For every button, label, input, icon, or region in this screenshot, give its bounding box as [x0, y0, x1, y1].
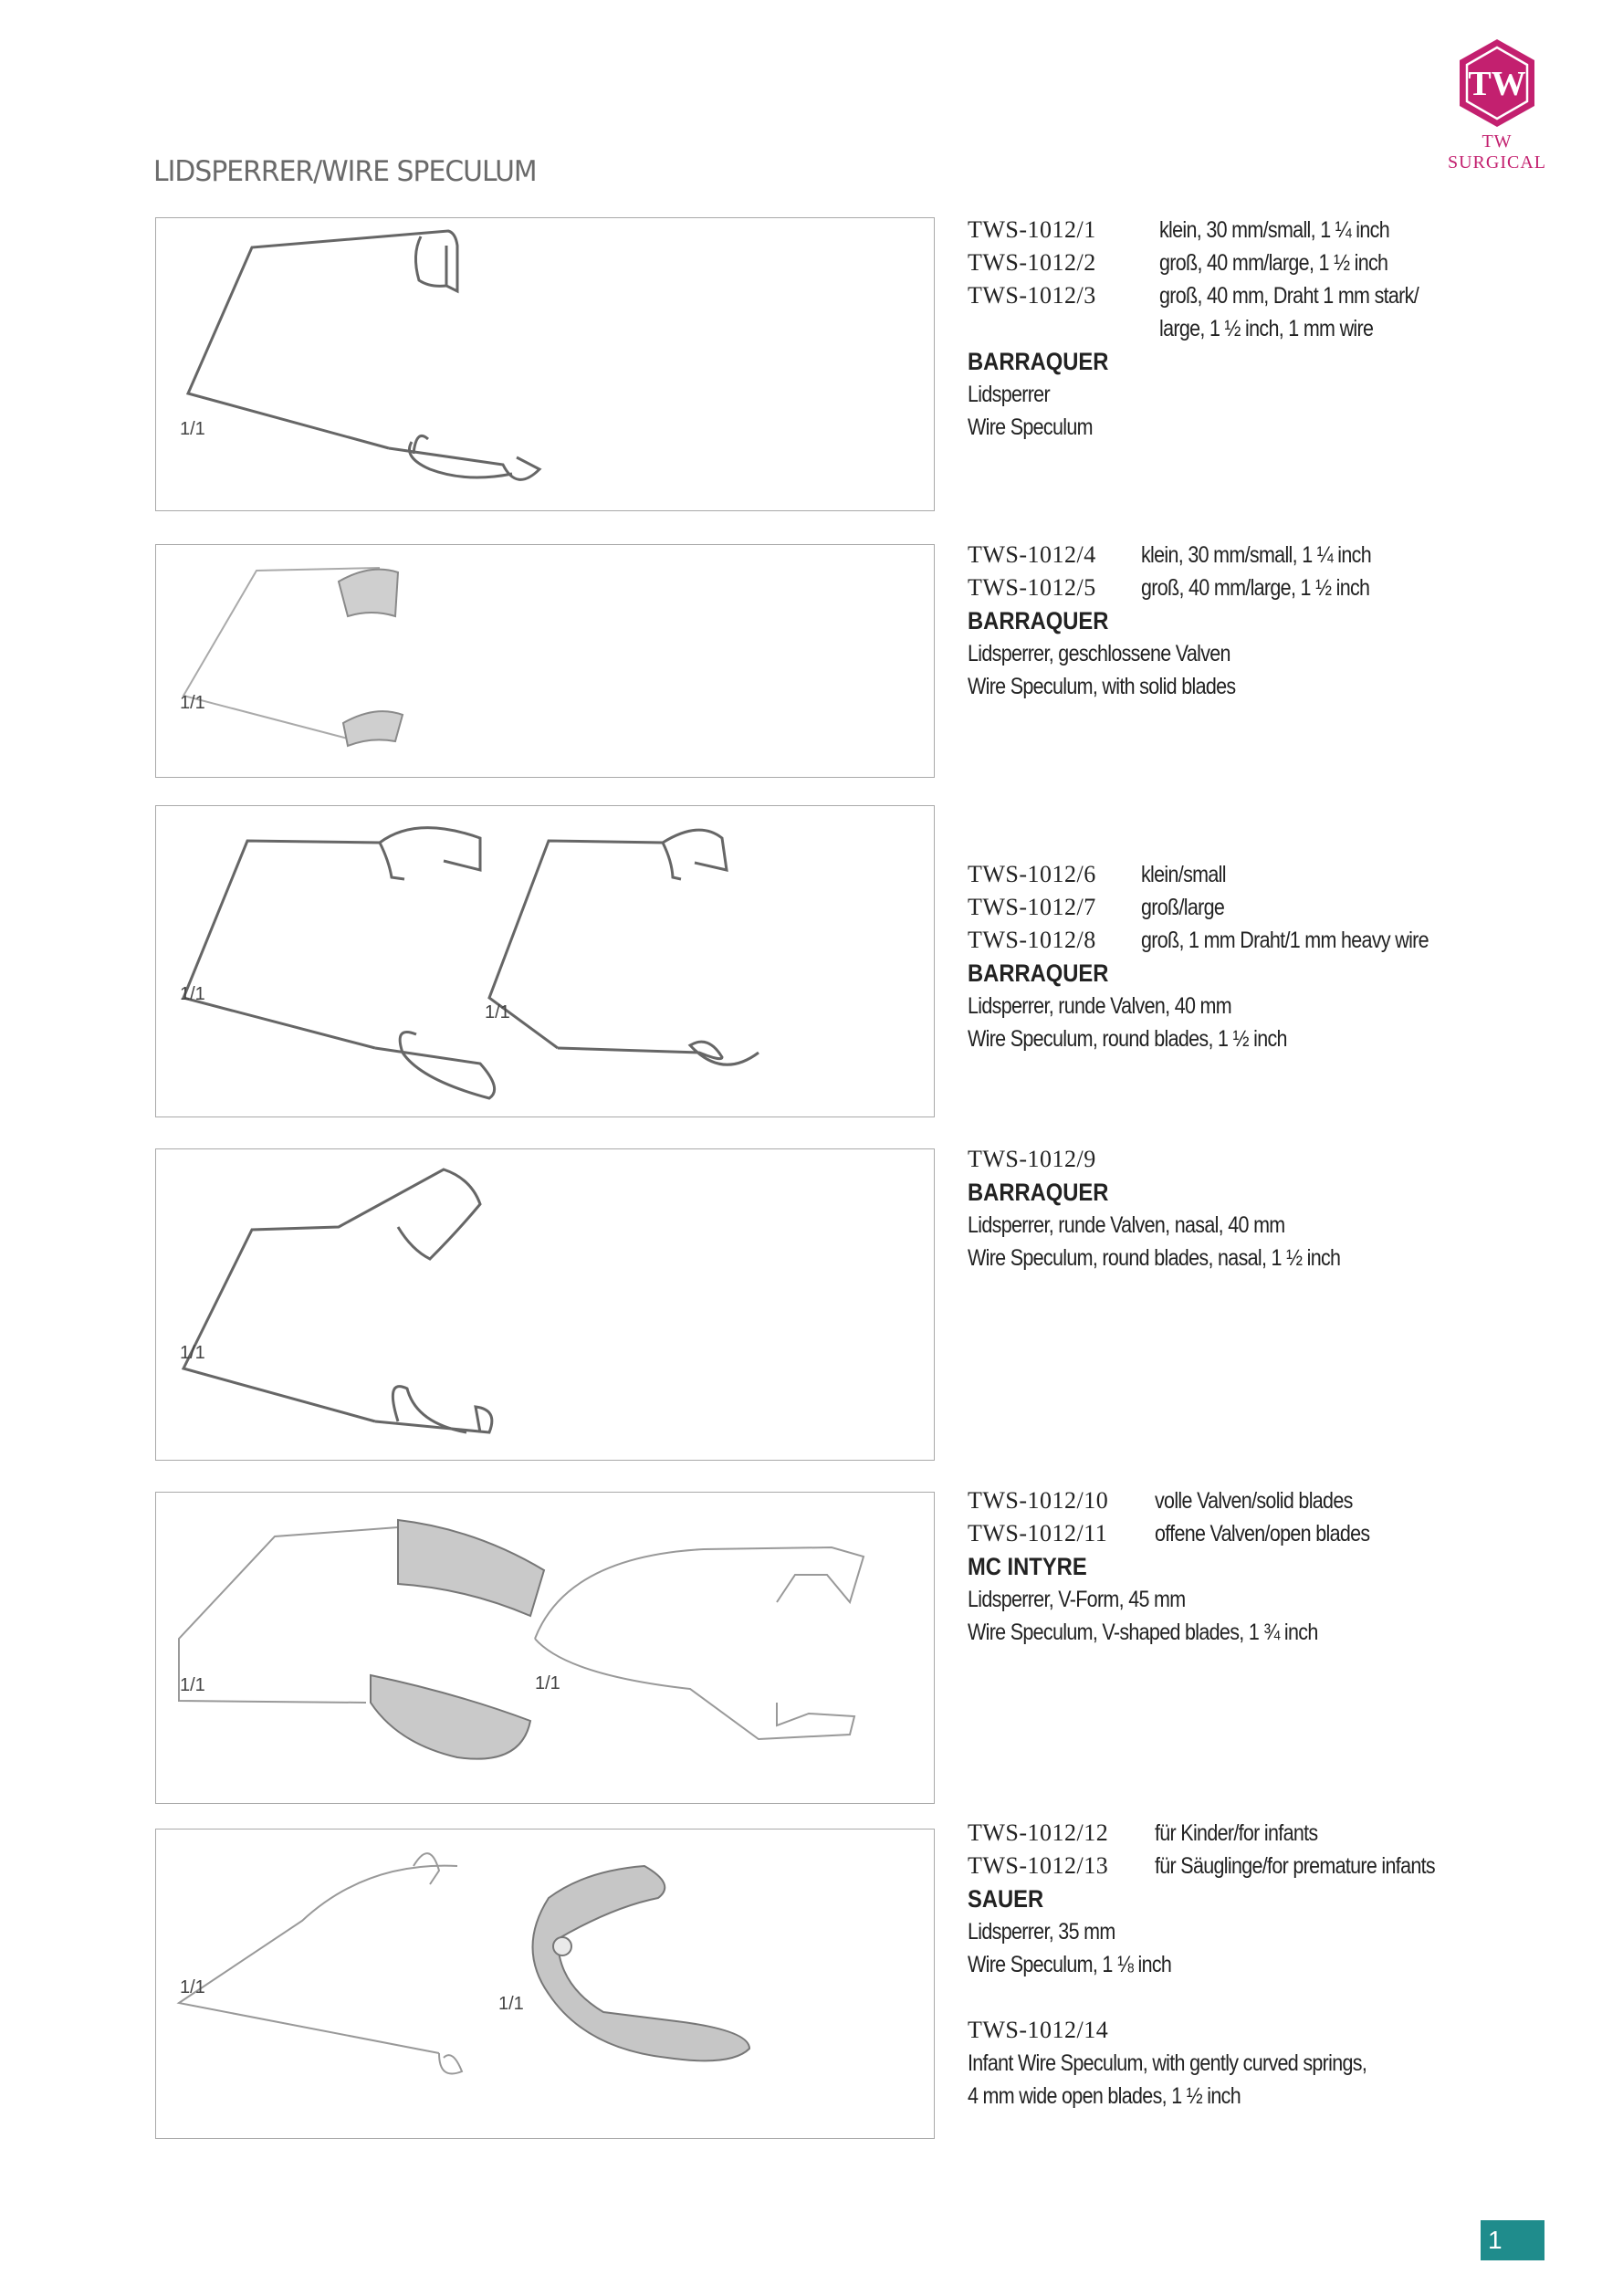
- product-spec: groß, 40 mm/large, 1 ½ inch: [1159, 250, 1388, 276]
- code-row: [968, 2014, 1570, 2047]
- product-image-panel-5: [155, 1492, 935, 1804]
- product-description: Wire Speculum, round blades, 1 ½ inch: [968, 1026, 1287, 1052]
- code-row: [968, 1143, 1570, 1176]
- logo-letters: TW: [1468, 65, 1526, 103]
- product-info-7: [968, 2014, 1570, 2113]
- product-code: TWS-1012/1: [968, 216, 1096, 243]
- code-row: [968, 1484, 1570, 1517]
- page-number: 1: [1481, 2220, 1544, 2260]
- scale-label: 1/1: [180, 1343, 205, 1363]
- product-spec: groß/large: [1141, 895, 1225, 920]
- code-row: [968, 279, 1570, 312]
- product-image-panel-4: [155, 1148, 935, 1461]
- product-description: Lidsperrer, V-Form, 45 mm: [968, 1587, 1186, 1612]
- product-description: Lidsperrer, geschlossene Valven: [968, 641, 1230, 666]
- product-info-6: [968, 1817, 1570, 1981]
- product-code: TWS-1012/10: [968, 1487, 1109, 1514]
- product-description: Lidsperrer, runde Valven, nasal, 40 mm: [968, 1212, 1285, 1238]
- product-spec: groß, 40 mm, Draht 1 mm stark/: [1159, 283, 1419, 309]
- product-code: TWS-1012/2: [968, 249, 1096, 276]
- product-name: BARRAQUER: [968, 1179, 1109, 1206]
- product-description: Wire Speculum, round blades, nasal, 1 ½ inch: [968, 1245, 1341, 1271]
- product-spec: für Kinder/for infants: [1155, 1820, 1318, 1846]
- product-description: Wire Speculum, 1 ⅛ inch: [968, 1952, 1172, 1977]
- product-spec: klein, 30 mm/small, 1 ¼ inch: [1159, 217, 1389, 243]
- scale-label: 1/1: [180, 1675, 205, 1695]
- scale-label: 1/1: [180, 419, 205, 439]
- product-description: 4 mm wide open blades, 1 ½ inch: [968, 2083, 1241, 2109]
- product-code: [968, 312, 1159, 345]
- code-row: [968, 1517, 1570, 1550]
- product-info-1: [968, 214, 1570, 444]
- product-info-3: [968, 858, 1570, 1055]
- code-row: [968, 246, 1570, 279]
- product-image-panel-6: [155, 1829, 935, 2139]
- scale-label: 1/1: [535, 1673, 560, 1693]
- code-row: [968, 891, 1570, 924]
- product-spec: für Säuglinge/for premature infants: [1155, 1853, 1435, 1879]
- speculum-round-blades-illustration: [156, 806, 934, 1117]
- code-row: [968, 858, 1570, 891]
- product-spec: offene Valven/open blades: [1155, 1521, 1370, 1546]
- product-name: BARRAQUER: [968, 348, 1109, 375]
- product-code: TWS-1012/9: [968, 1146, 1096, 1172]
- product-spec: klein/small: [1141, 862, 1226, 887]
- product-code: TWS-1012/5: [968, 574, 1096, 601]
- product-code: TWS-1012/7: [968, 894, 1096, 920]
- product-info-4: [968, 1143, 1570, 1274]
- product-spec: volle Valven/solid blades: [1155, 1488, 1353, 1514]
- scale-label: 1/1: [498, 1994, 524, 2014]
- product-code: TWS-1012/8: [968, 927, 1096, 953]
- section-title: LIDSPERRER/WIRE SPECULUM: [153, 155, 537, 188]
- scale-label: 1/1: [485, 1002, 510, 1022]
- speculum-solid-blades-illustration: [156, 545, 934, 777]
- product-description: Infant Wire Speculum, with gently curved springs,: [968, 2050, 1367, 2076]
- product-code: TWS-1012/6: [968, 861, 1096, 887]
- product-image-panel-1: [155, 217, 935, 511]
- speculum-nasal-illustration: [156, 1149, 934, 1460]
- code-row: [968, 1817, 1570, 1850]
- product-name: BARRAQUER: [968, 607, 1109, 634]
- product-info-5: [968, 1484, 1570, 1649]
- product-description: Wire Speculum: [968, 414, 1093, 440]
- scale-label: 1/1: [180, 984, 205, 1004]
- brand-logo: [1433, 37, 1561, 173]
- product-code: TWS-1012/4: [968, 541, 1096, 568]
- product-description: Wire Speculum, with solid blades: [968, 674, 1236, 699]
- brand-name: TW SURGICAL: [1447, 131, 1546, 173]
- product-code: TWS-1012/11: [968, 1520, 1108, 1546]
- product-code: TWS-1012/3: [968, 282, 1096, 309]
- code-row: [968, 539, 1570, 571]
- product-code: TWS-1012/14: [968, 2017, 1109, 2043]
- product-name: BARRAQUER: [968, 959, 1109, 987]
- code-row: [968, 214, 1570, 246]
- product-image-panel-3: [155, 805, 935, 1117]
- tw-logo-icon: [1455, 37, 1539, 130]
- product-description: Wire Speculum, V-shaped blades, 1 ¾ inch: [968, 1620, 1318, 1645]
- code-row: [968, 571, 1570, 604]
- code-row: [968, 1850, 1570, 1882]
- product-description: Lidsperrer, runde Valven, 40 mm: [968, 993, 1231, 1019]
- product-spec: groß, 40 mm/large, 1 ½ inch: [1141, 575, 1370, 601]
- speculum-v-shaped-illustration: [156, 1493, 934, 1803]
- speculum-sauer-illustration: [156, 1829, 934, 2138]
- code-row: [968, 312, 1570, 345]
- product-spec: large, 1 ½ inch, 1 mm wire: [1159, 316, 1374, 341]
- product-description: Lidsperrer: [968, 382, 1050, 407]
- product-name: SAUER: [968, 1885, 1044, 1913]
- product-code: TWS-1012/13: [968, 1852, 1109, 1879]
- product-info-2: [968, 539, 1570, 703]
- speculum-illustration: [156, 218, 934, 510]
- product-code: TWS-1012/12: [968, 1819, 1109, 1846]
- code-row: [968, 924, 1570, 957]
- product-description: Lidsperrer, 35 mm: [968, 1919, 1115, 1945]
- product-spec: klein, 30 mm/small, 1 ¼ inch: [1141, 542, 1371, 568]
- product-image-panel-2: [155, 544, 935, 778]
- scale-label: 1/1: [180, 1977, 205, 1997]
- product-spec: groß, 1 mm Draht/1 mm heavy wire: [1141, 928, 1429, 953]
- scale-label: 1/1: [180, 693, 205, 713]
- product-name: MC INTYRE: [968, 1553, 1087, 1580]
